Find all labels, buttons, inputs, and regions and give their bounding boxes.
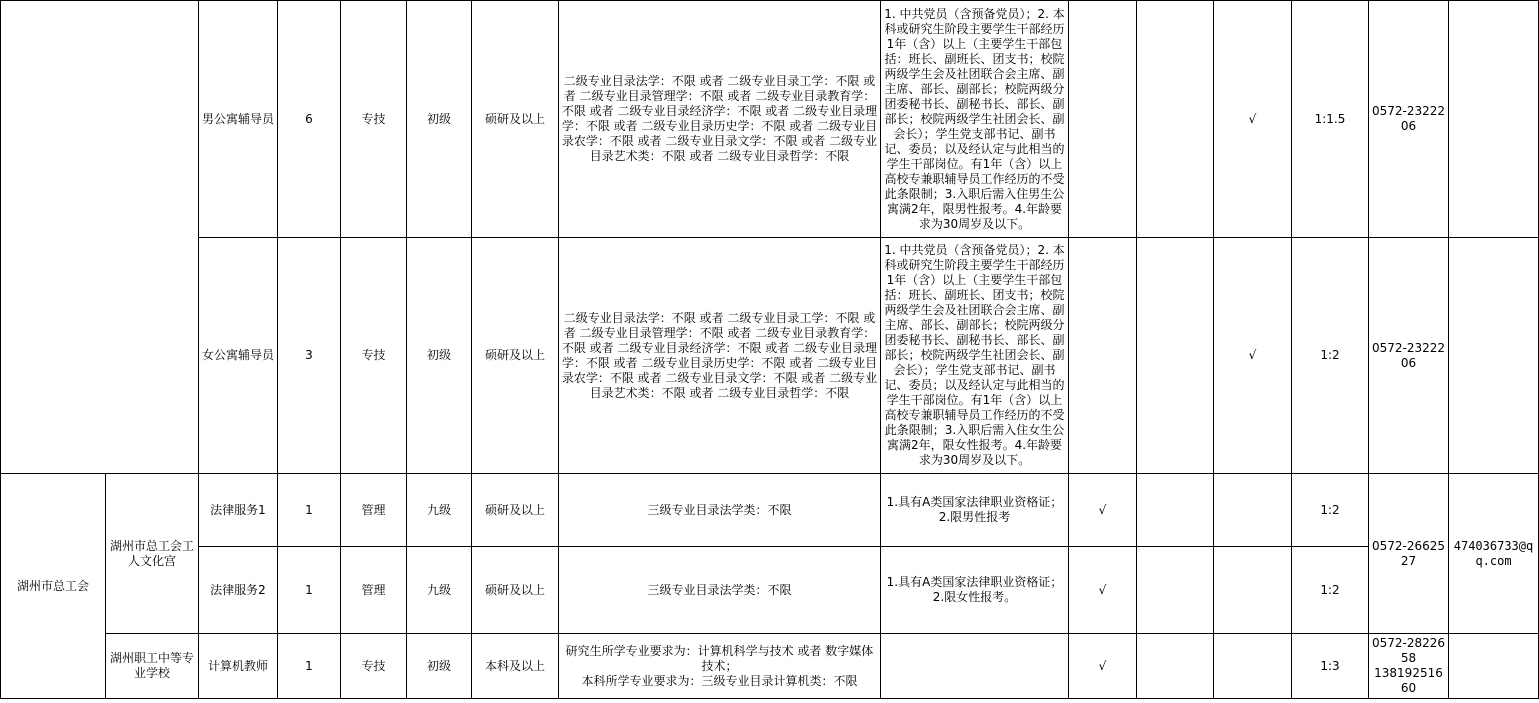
requirements-cell: 1.具有A类国家法律职业资格证；2.限女性报考。	[881, 547, 1069, 634]
check-mark-cell: √	[1069, 474, 1137, 547]
major-line: 研究生所学专业要求为：计算机科学与技术 或者 数字媒体技术；	[565, 643, 874, 673]
level-cell: 初级	[407, 1, 472, 238]
count-cell: 1	[278, 634, 341, 699]
empty-cell	[1449, 634, 1539, 699]
empty-cell	[1137, 634, 1214, 699]
unit-cell: 湖州职工中等专业学校	[106, 634, 199, 699]
table-row	[1, 634, 1539, 699]
major-cell	[559, 634, 881, 699]
phone-cell: 0572-2322206	[1369, 238, 1449, 474]
requirements-cell: 1. 中共党员（含预备党员）；2. 本科或研究生阶段主要学生干部经历1年（含）以上（主要学生干部包括：班长、副班长、团支书；校院两级学生会及社团联合会主席、副主席、部长、副部长；校院两级分团委秘书长、副秘书长、部长、副部长；校院两级学生社团会长、副会长）；学生党支部书记、副书记、委员；以及经认定与此相当的学生干部岗位。有1年（含）以上高校专兼职辅导员工作经历的不受此条限制；3.入职后需入住女生公寓满2年，限女性报考。4.年龄要求为30周岁及以下。	[881, 238, 1069, 474]
education-cell: 硕研及以上	[472, 547, 559, 634]
major-cell: 三级专业目录法学类：不限	[559, 547, 881, 634]
empty-cell	[1137, 1, 1214, 238]
category-cell: 管理	[341, 474, 407, 547]
org-unit-cell-empty	[1, 1, 199, 474]
empty-cell	[1214, 474, 1292, 547]
major-cell: 三级专业目录法学类：不限	[559, 474, 881, 547]
education-cell: 硕研及以上	[472, 238, 559, 474]
org-cell: 湖州市总工会	[1, 474, 106, 699]
major-cell: 二级专业目录法学：不限 或者 二级专业目录工学：不限 或者 二级专业目录管理学：不限 或者 二级专业目录教育学：不限 或者 二级专业目录经济学：不限 或者 二级专业目录理学：不限 或者 二级专业目录历史学：不限 或者 二级专业目录农学：不限 或者 二级专业目录文学：不限 或者 二级专业目录艺术类：不限 或者 二级专业目录哲学：不限	[559, 1, 881, 238]
major-cell: 二级专业目录法学：不限 或者 二级专业目录工学：不限 或者 二级专业目录管理学：不限 或者 二级专业目录教育学：不限 或者 二级专业目录经济学：不限 或者 二级专业目录理学：不限 或者 二级专业目录历史学：不限 或者 二级专业目录农学：不限 或者 二级专业目录文学：不限 或者 二级专业目录艺术类：不限 或者 二级专业目录哲学：不限	[559, 238, 881, 474]
ratio-cell: 1:2	[1292, 547, 1369, 634]
ratio-cell: 1:3	[1292, 634, 1369, 699]
category-cell: 专技	[341, 1, 407, 238]
check-mark-cell: √	[1214, 238, 1292, 474]
table-row	[1, 238, 1539, 474]
position-cell: 法律服务2	[199, 547, 278, 634]
category-cell: 专技	[341, 238, 407, 474]
check-mark-cell: √	[1069, 634, 1137, 699]
category-cell: 专技	[341, 634, 407, 699]
count-cell: 1	[278, 547, 341, 634]
empty-cell	[1137, 238, 1214, 474]
count-cell: 1	[278, 474, 341, 547]
empty-cell	[1069, 1, 1137, 238]
requirements-cell: 1.具有A类国家法律职业资格证；2.限男性报考	[881, 474, 1069, 547]
position-cell: 男公寓辅导员	[199, 1, 278, 238]
education-cell: 硕研及以上	[472, 1, 559, 238]
level-cell: 初级	[407, 634, 472, 699]
check-mark-cell: √	[1069, 547, 1137, 634]
level-cell: 九级	[407, 547, 472, 634]
position-cell: 女公寓辅导员	[199, 238, 278, 474]
ratio-cell: 1:1.5	[1292, 1, 1369, 238]
education-cell: 本科及以上	[472, 634, 559, 699]
email-cell: 474036733@qq.com	[1449, 474, 1539, 634]
requirements-cell	[881, 634, 1069, 699]
phone-cell	[1369, 634, 1449, 699]
phone-line: 0572-2822658	[1371, 636, 1446, 665]
phone-line: 13819251660	[1374, 666, 1443, 695]
requirements-cell: 1. 中共党员（含预备党员）；2. 本科或研究生阶段主要学生干部经历1年（含）以上（主要学生干部包括：班长、副班长、团支书；校院两级学生会及社团联合会主席、副主席、部长、副部长；校院两级分团委秘书长、副秘书长、部长、副部长；校院两级学生社团会长、副会长）；学生党支部书记、副书记、委员；以及经认定与此相当的学生干部岗位。有1年（含）以上高校专兼职辅导员工作经历的不受此条限制；3.入职后需入住男生公寓满2年，限男性报考。4.年龄要求为30周岁及以下。	[881, 1, 1069, 238]
level-cell: 九级	[407, 474, 472, 547]
empty-cell	[1214, 634, 1292, 699]
level-cell: 初级	[407, 238, 472, 474]
empty-cell	[1137, 547, 1214, 634]
major-line: 本科所学专业要求为：三级专业目录计算机类：不限	[581, 673, 858, 688]
ratio-cell: 1:2	[1292, 474, 1369, 547]
empty-cell	[1137, 474, 1214, 547]
count-cell: 3	[278, 238, 341, 474]
empty-cell	[1069, 238, 1137, 474]
empty-cell	[1449, 1, 1539, 238]
empty-cell	[1449, 238, 1539, 474]
position-cell: 法律服务1	[199, 474, 278, 547]
category-cell: 管理	[341, 547, 407, 634]
empty-cell	[1214, 547, 1292, 634]
table-row	[1, 1, 1539, 238]
check-mark-cell: √	[1214, 1, 1292, 238]
position-cell: 计算机教师	[199, 634, 278, 699]
table-row	[1, 547, 1539, 634]
count-cell: 6	[278, 1, 341, 238]
phone-cell: 0572-2662527	[1369, 474, 1449, 634]
phone-cell: 0572-2322206	[1369, 1, 1449, 238]
education-cell: 硕研及以上	[472, 474, 559, 547]
ratio-cell: 1:2	[1292, 238, 1369, 474]
table-row	[1, 474, 1539, 547]
unit-cell: 湖州市总工会工人文化宫	[106, 474, 199, 634]
